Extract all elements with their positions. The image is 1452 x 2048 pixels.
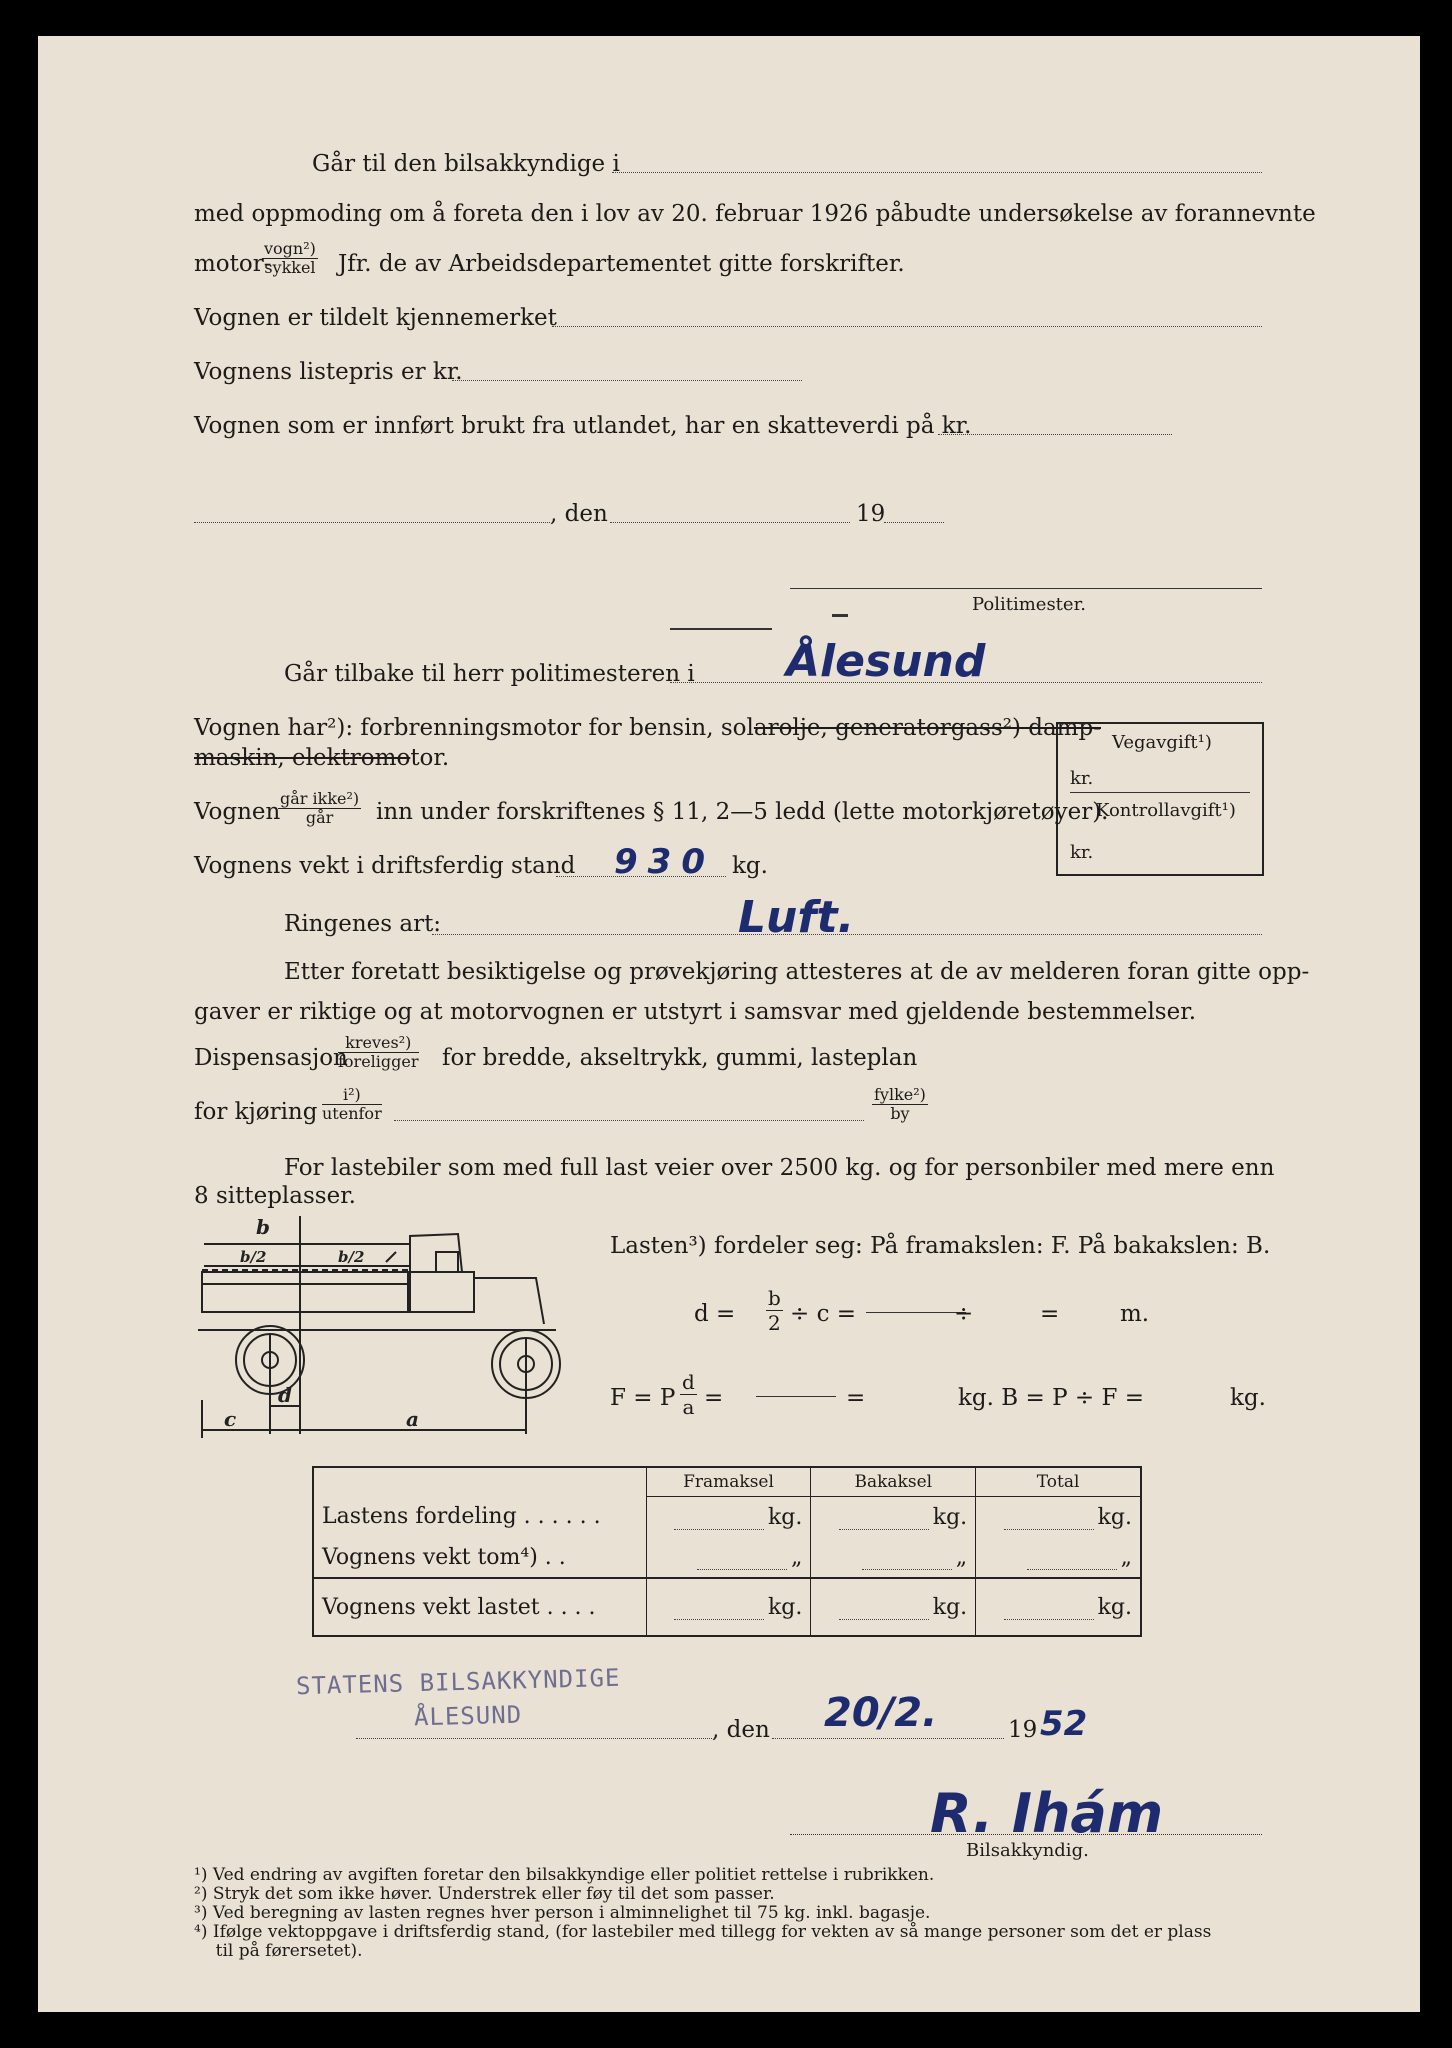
vekt-value-handwritten: 930 (614, 842, 715, 882)
year-value-handwritten: 52 (1040, 1704, 1088, 1744)
official-stamp-line-1: STATENS BILSAKKYNDIGE (295, 1663, 621, 1701)
dispensasjon-prefix: Dispensasjon (194, 1045, 348, 1071)
row-label-vekt-lastet: Vognens vekt lastet . . . . (313, 1578, 646, 1636)
ringenes-label: Ringenes art: (284, 911, 442, 937)
table-header-framaksel: Framaksel (646, 1467, 811, 1497)
goes-to-label: Går til den bilsakkyndige i (312, 151, 620, 177)
year-label-1: 19 (856, 501, 886, 527)
vognen-har-text: Vognen har²): forbrenningsmotor for bensin, sol (194, 715, 754, 741)
bilsakkyndig-signature-line[interactable] (790, 1834, 1262, 1835)
cell-framaksel-3[interactable]: kg. (646, 1578, 811, 1636)
foreligger-option: foreligger (338, 1052, 419, 1071)
goes-back-label: Går tilbake til herr politimesteren i (284, 661, 695, 687)
formula-f-prefix: F = P (610, 1385, 676, 1411)
formula-d-field-1[interactable] (866, 1312, 966, 1313)
mark-dash (832, 614, 848, 617)
formula-d-numerator: b (768, 1286, 781, 1310)
diagram-label-d: d (278, 1383, 292, 1407)
kjoring-field[interactable] (394, 1120, 864, 1121)
lasten-text: Lasten³) fordeler seg: På framakslen: F. På bakakslen: B. (610, 1233, 1271, 1259)
den-label-1: , den (550, 501, 608, 527)
cell-bakaksel-2[interactable]: „ (811, 1537, 976, 1578)
struck-text-1: arolje, generatorgass²) damp- (753, 715, 1101, 741)
vegavgift-field[interactable] (1070, 792, 1250, 793)
vognen-prefix: Vognen (194, 799, 281, 825)
row-label-vekt-tom: Vognens vekt tom⁴) . . (322, 1544, 566, 1570)
kjennemerke-field[interactable] (552, 326, 1262, 327)
table-header-total: Total (976, 1467, 1141, 1497)
politimester-label: Politimester. (972, 594, 1086, 615)
official-stamp-line-2: ÅLESUND (413, 1700, 523, 1732)
cell-total-1[interactable]: kg. (976, 1497, 1141, 1538)
formula-d-div: ÷ (954, 1301, 974, 1327)
lastebiler-line-2: 8 sitteplasser. (194, 1183, 356, 1209)
den-label-2: , den (712, 1717, 770, 1743)
table-header-row (313, 1467, 1141, 1497)
truck-diagram (196, 1214, 576, 1444)
formula-f-eq1: = (704, 1385, 724, 1411)
table-row (313, 1537, 1141, 1578)
diagram-label-a: a (406, 1407, 419, 1431)
footnote-4: ⁴) Ifølge vektoppgave i driftsferdig stand, (for lastebiler med tillegg for vekten av så mange personer som det er plass (194, 1922, 1212, 1942)
listepris-field[interactable] (452, 380, 802, 381)
kr-label-1: kr. (1070, 768, 1094, 789)
kr-label-2: kr. (1070, 842, 1094, 863)
formula-d-fraction (766, 1286, 783, 1335)
motor-prefix: motor- (194, 251, 272, 277)
formula-b-text: kg. B = P ÷ F = (958, 1385, 1144, 1411)
skatteverdi-label: Vognen som er innført brukt fra utlandet, har en skatteverdi på kr. (194, 413, 972, 439)
utenfor-option: utenfor (322, 1104, 382, 1123)
goes-to-field[interactable] (612, 172, 1262, 173)
formula-f-numerator: d (682, 1370, 695, 1394)
politimester-signature-line[interactable] (790, 588, 1262, 589)
listepris-label: Vognens listepris er kr. (194, 359, 463, 385)
vognen-har-line-2 (194, 744, 449, 772)
struck-text-2: maskin, elektromo (194, 745, 411, 771)
goes-back-place-handwritten: Ålesund (786, 636, 986, 687)
formula-f-eq2: = (846, 1385, 866, 1411)
fylke-fraction (872, 1086, 928, 1123)
lastebiler-line-1: For lastebiler som med full last veier over 2500 kg. og for personbiler med mere enn (284, 1155, 1275, 1181)
cell-bakaksel-3[interactable]: kg. (811, 1578, 976, 1636)
diagram-label-b2-right: b/2 (338, 1248, 365, 1266)
kjennemerke-label: Vognen er tildelt kjennemerket (194, 305, 557, 331)
gaar-fraction (278, 790, 361, 827)
formula-f-fraction (680, 1370, 697, 1419)
formula-d-suffix: ÷ c = (790, 1301, 857, 1327)
request-line: med oppmoding om å foreta den i lov av 20. februar 1926 påbudte undersøkelse av forannevnte (194, 201, 1316, 227)
kreves-option: kreves²) (338, 1034, 419, 1053)
vegavgift-label: Vegavgift¹) (1112, 732, 1212, 753)
bilsakkyndig-signature: R. Ihám (930, 1782, 1164, 1845)
gaar-ikke-option: går ikke²) (280, 789, 360, 808)
year-field-1[interactable] (884, 522, 944, 523)
formula-d-denominator: 2 (768, 1311, 781, 1335)
year-prefix-2: 19 (1008, 1717, 1038, 1743)
skatteverdi-field[interactable] (938, 434, 1172, 435)
date-field-2[interactable] (772, 1738, 1004, 1739)
fylke-option: fylke²) (874, 1085, 926, 1104)
utenfor-fraction (322, 1086, 382, 1123)
cell-total-3[interactable]: kg. (976, 1578, 1141, 1636)
kjoring-prefix: for kjøring (194, 1099, 318, 1125)
vogn-option: vogn²) (264, 239, 316, 258)
ringenes-value-handwritten: Luft. (738, 892, 855, 943)
row-label-lastens-fordeling: Lastens fordeling . . . . . . (322, 1504, 601, 1530)
table-row (313, 1578, 1141, 1636)
formula-d-eq: = (1040, 1301, 1060, 1327)
table-row (313, 1497, 1141, 1538)
jfr-text: Jfr. de av Arbeidsdepartementet gitte forskrifter. (338, 251, 905, 277)
diagram-label-c: c (224, 1407, 237, 1431)
load-distribution-table (312, 1466, 1142, 1637)
section-divider (670, 628, 772, 630)
sykkel-option: sykkel (264, 258, 316, 277)
attest-line-1: Etter foretatt besiktigelse og prøvekjøring attesteres at de av melderen foran gitte opp- (284, 959, 1310, 985)
place-field-2[interactable] (356, 1738, 712, 1739)
gaar-option: går (305, 808, 334, 827)
kontrollavgift-label: Kontrollavgift¹) (1096, 800, 1236, 821)
table-header-empty (313, 1467, 646, 1497)
cell-framaksel-1[interactable]: kg. (646, 1497, 811, 1538)
vekt-kg: kg. (732, 853, 768, 879)
vekt-label: Vognens vekt i driftsferdig stand (194, 853, 576, 879)
date-field-1[interactable] (610, 522, 850, 523)
cell-bakaksel-1[interactable]: kg. (811, 1497, 976, 1538)
footnote-1: ¹) Ved endring av avgiften foretar den bilsakkyndige eller politiet rettelse i rubrikken. (194, 1865, 935, 1885)
diagram-label-b2-left: b/2 (240, 1248, 267, 1266)
formula-d-unit: m. (1120, 1301, 1150, 1327)
i-option: i²) (322, 1086, 382, 1105)
cell-framaksel-2[interactable]: „ (646, 1537, 811, 1578)
cell-total-2[interactable]: „ (976, 1537, 1141, 1578)
dispensasjon-suffix: for bredde, akseltrykk, gummi, lasteplan (442, 1045, 918, 1071)
vognen-har-line (194, 714, 1101, 742)
attest-line-2: gaver er riktige og at motorvognen er utstyrt i samsvar med gjeldende bestemmelser. (194, 999, 1197, 1025)
vogn-sykkel-fraction (262, 240, 318, 277)
tor-end: tor. (410, 745, 450, 771)
table-header-bakaksel: Bakaksel (811, 1467, 976, 1497)
by-option: by (890, 1104, 910, 1123)
formula-b-unit: kg. (1230, 1385, 1266, 1411)
diagram-label-b: b (256, 1215, 270, 1239)
date-value-handwritten: 20/2. (824, 1690, 938, 1736)
place-field-1[interactable] (194, 522, 550, 523)
formula-f-field[interactable] (756, 1396, 836, 1397)
kreves-fraction (338, 1034, 419, 1071)
forskrift-text: inn under forskriftenes § 11, 2—5 ledd (lette motorkjøretøyer). (376, 799, 1109, 825)
bilsakkyndig-label: Bilsakkyndig. (966, 1840, 1089, 1861)
footnote-3: ³) Ved beregning av lasten regnes hver person i alminnelighet til 75 kg. inkl. bagasje. (194, 1903, 931, 1923)
formula-f-denominator: a (682, 1395, 695, 1419)
footnote-2: ²) Stryk det som ikke høver. Understrek eller føy til det som passer. (194, 1884, 775, 1904)
formula-d-prefix: d = (694, 1301, 736, 1327)
footnote-4-cont: til på førersetet). (194, 1941, 363, 1961)
